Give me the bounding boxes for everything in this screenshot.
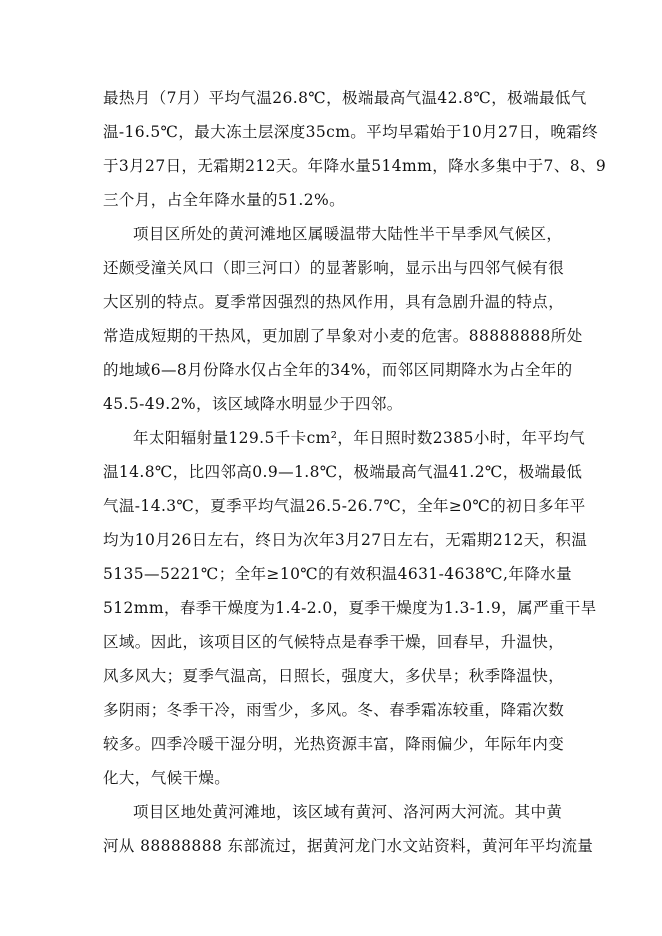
paragraph-2-line-6: 45.5-49.2%，该区域降水明显少于四邻。 bbox=[103, 395, 403, 413]
paragraph-1-line-3: 于3月27日，无霜期212天。年降水量514mm，降水多集中于7、8、9 bbox=[103, 157, 607, 175]
paragraph-1-line-4: 三个月，占全年降水量的51.2%。 bbox=[103, 191, 346, 209]
paragraph-3-line-3: 气温-14.3℃，夏季平均气温26.5-26.7℃，全年≥0℃的初日多年平 bbox=[103, 497, 586, 515]
paragraph-1-line-2: 温-16.5℃，最大冻土层深度35cm。平均早霜始于10月27日，晚霜终 bbox=[103, 123, 599, 141]
paragraph-1-line-1: 最热月（7月）平均气温26.8℃，极端最高气温42.8℃，极端最低气 bbox=[103, 89, 587, 107]
paragraph-4-line-2: 河从 88888888 东部流过，据黄河龙门水文站资料，黄河年平均流量 bbox=[103, 837, 594, 855]
paragraph-3-line-2: 温14.8℃，比四邻高0.9—1.8℃，极端最高气温41.2℃，极端最低 bbox=[103, 463, 583, 481]
paragraph-2-line-3: 大区别的特点。夏季常因强烈的热风作用，具有急剧升温的特点， bbox=[103, 293, 565, 311]
paragraph-3-line-1: 年太阳辐射量129.5千卡cm²，年日照时数2385小时，年平均气 bbox=[133, 429, 586, 447]
paragraph-3-line-4: 均为10月26日左右，终日为次年3月27日左右，无霜期212天，积温 bbox=[103, 531, 588, 549]
paragraph-3-line-9: 多阴雨；冬季干冷，雨雪少，多风。冬、春季霜冻较重，降霜次数 bbox=[103, 701, 565, 719]
paragraph-3-line-8: 风多风大；夏季气温高，日照长，强度大，多伏旱；秋季降温快， bbox=[103, 667, 565, 685]
paragraph-2-line-4: 常造成短期的干热风，更加剧了旱象对小麦的危害。88888888所处 bbox=[103, 327, 583, 345]
paragraph-3-line-10: 较多。四季冷暖干湿分明，光热资源丰富，降雨偏少，年际年内变 bbox=[103, 735, 565, 753]
paragraph-2-line-2: 还颇受潼关风口（即三河口）的显著影响，显示出与四邻气候有很 bbox=[103, 259, 565, 277]
paragraph-3-line-6: 512mm，春季干燥度为1.4-2.0，夏季干燥度为1.3-1.9，属严重干旱 bbox=[103, 599, 597, 617]
paragraph-2-line-1: 项目区所处的黄河滩地区属暖温带大陆性半干旱季风气候区， bbox=[133, 225, 563, 243]
paragraph-3-line-7: 区域。因此，该项目区的气候特点是春季干燥，回春早，升温快， bbox=[103, 633, 565, 651]
paragraph-2-line-5: 的地域6—8月份降水仅占全年的34%，而邻区同期降水为占全年的 bbox=[103, 361, 573, 379]
paragraph-3-line-5: 5135—5221℃；全年≥10℃的有效积温4631-4638℃,年降水量 bbox=[103, 565, 572, 583]
paragraph-3-line-11: 化大，气候干燥。 bbox=[103, 769, 231, 787]
paragraph-4-line-1: 项目区地处黄河滩地，该区域有黄河、洛河两大河流。其中黄 bbox=[133, 803, 563, 821]
